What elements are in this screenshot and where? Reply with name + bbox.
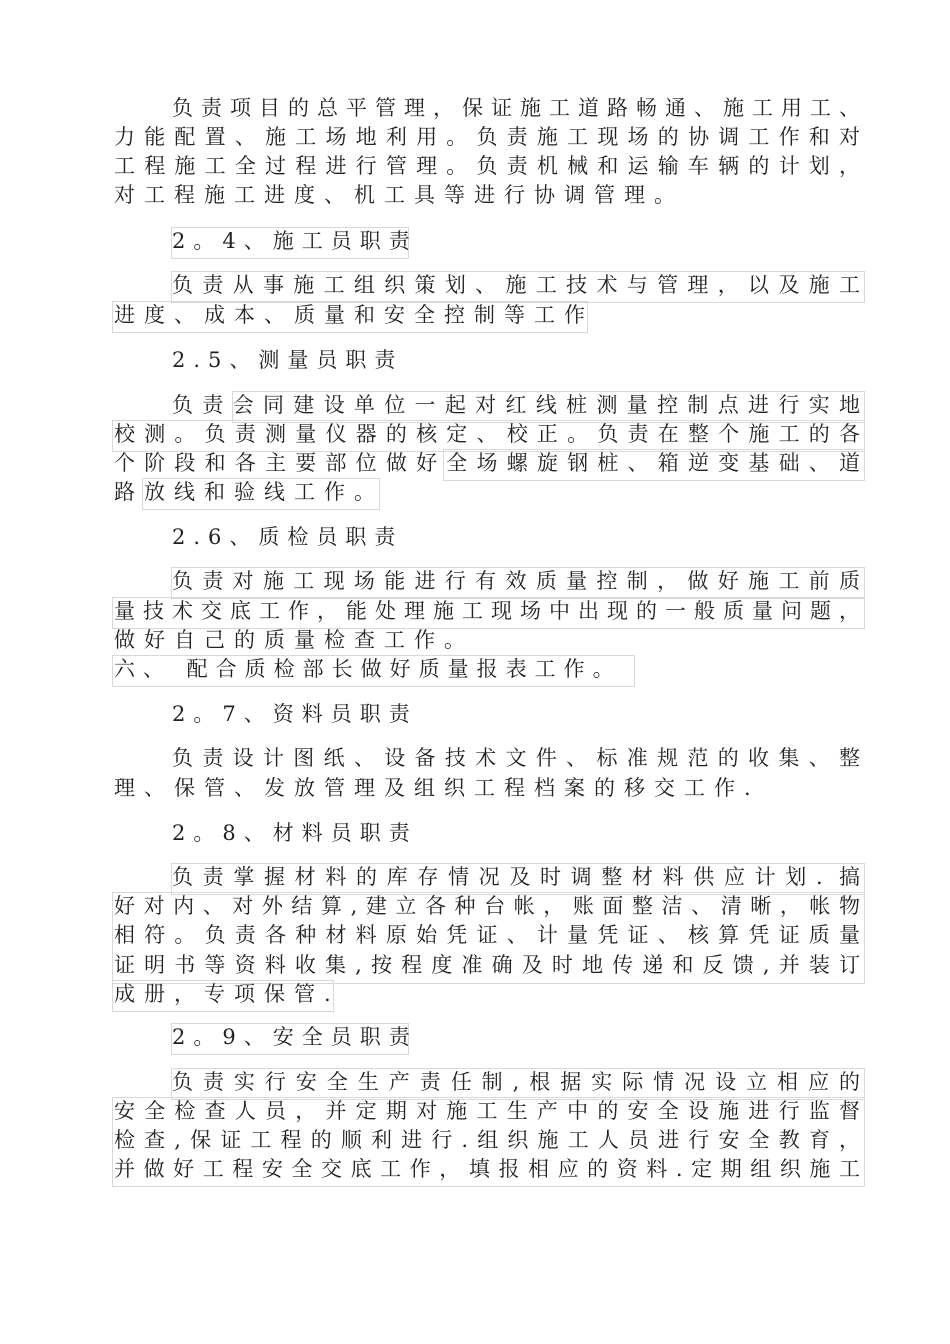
section-heading-2-8: 2。8、材料员职责 <box>172 821 418 845</box>
body-text-line: 证明书等资料收集,按程度准确及时地传递和反馈,并装订 <box>114 953 860 977</box>
body-text-line: 安全检查人员，并定期对施工生产中的安全设施进行监督 <box>114 1099 860 1123</box>
body-text-line: 负责设计图纸、设备技术文件、标准规范的收集、整 <box>172 746 860 770</box>
body-text-line: 力能配置、施工场地利用。负责施工现场的协调工作和对 <box>114 125 860 149</box>
body-text-line: 路放线和验线工作。 <box>114 480 384 504</box>
body-text-line: 六、 配合质检部长做好质量报表工作。 <box>114 657 622 681</box>
body-text-line: 理、保管、发放管理及组织工程档案的移交工作. <box>114 776 760 800</box>
section-heading-2-9: 2。9、安全员职责 <box>172 1025 418 1049</box>
body-text-line: 量技术交底工作，能处理施工现场中出现的一般质量问题， <box>114 599 860 623</box>
body-text-line: 工程施工全过程进行管理。负责机械和运输车辆的计划， <box>114 154 860 178</box>
body-text-line: 成册，专项保管. <box>114 982 340 1006</box>
body-text-line: 校测。负责测量仪器的核定、校正。负责在整个施工的各 <box>114 422 860 446</box>
body-text-line: 负责会同建设单位一起对红线桩测量控制点进行实地 <box>172 393 860 417</box>
body-text-line: 做好自己的质量检查工作。 <box>114 628 474 652</box>
body-text-line: 负责从事施工组织策划、施工技术与管理，以及施工 <box>172 273 860 297</box>
section-heading-2-7: 2。7、资料员职责 <box>172 702 418 726</box>
body-text-line: 负责实行安全生产责任制,根据实际情况设立相应的 <box>172 1070 860 1094</box>
body-text-line: 并做好工程安全交底工作，填报相应的资料.定期组织施工 <box>114 1157 860 1181</box>
section-heading-2-4: 2。4、施工员职责 <box>172 229 418 253</box>
section-heading-2-5: 2.5、测量员职责 <box>172 348 404 372</box>
body-text-line: 负责掌握材料的库存情况及时调整材料供应计划. 搞 <box>172 865 860 889</box>
body-text-line: 进度、成本、质量和安全控制等工作 <box>114 303 594 327</box>
body-text-line: 检查,保证工程的顺利进行.组织施工人员进行安全教育， <box>114 1128 860 1152</box>
body-text-line: 个阶段和各主要部位做好全场螺旋钢桩、箱逆变基础、道 <box>114 451 860 475</box>
section-heading-2-6: 2.6、质检员职责 <box>172 525 404 549</box>
body-text-line: 负责对施工现场能进行有效质量控制，做好施工前质 <box>172 569 860 593</box>
body-text-line: 相符。负责各种材料原始凭证、计量凭证、核算凭证质量 <box>114 923 860 947</box>
body-text-line: 好对内、对外结算,建立各种台帐，账面整洁、清晰，帐物 <box>114 894 860 918</box>
body-text-line: 对工程施工进度、机工具等进行协调管理。 <box>114 183 684 207</box>
body-text-line: 负责项目的总平管理，保证施工道路畅通、施工用工、 <box>172 96 860 120</box>
